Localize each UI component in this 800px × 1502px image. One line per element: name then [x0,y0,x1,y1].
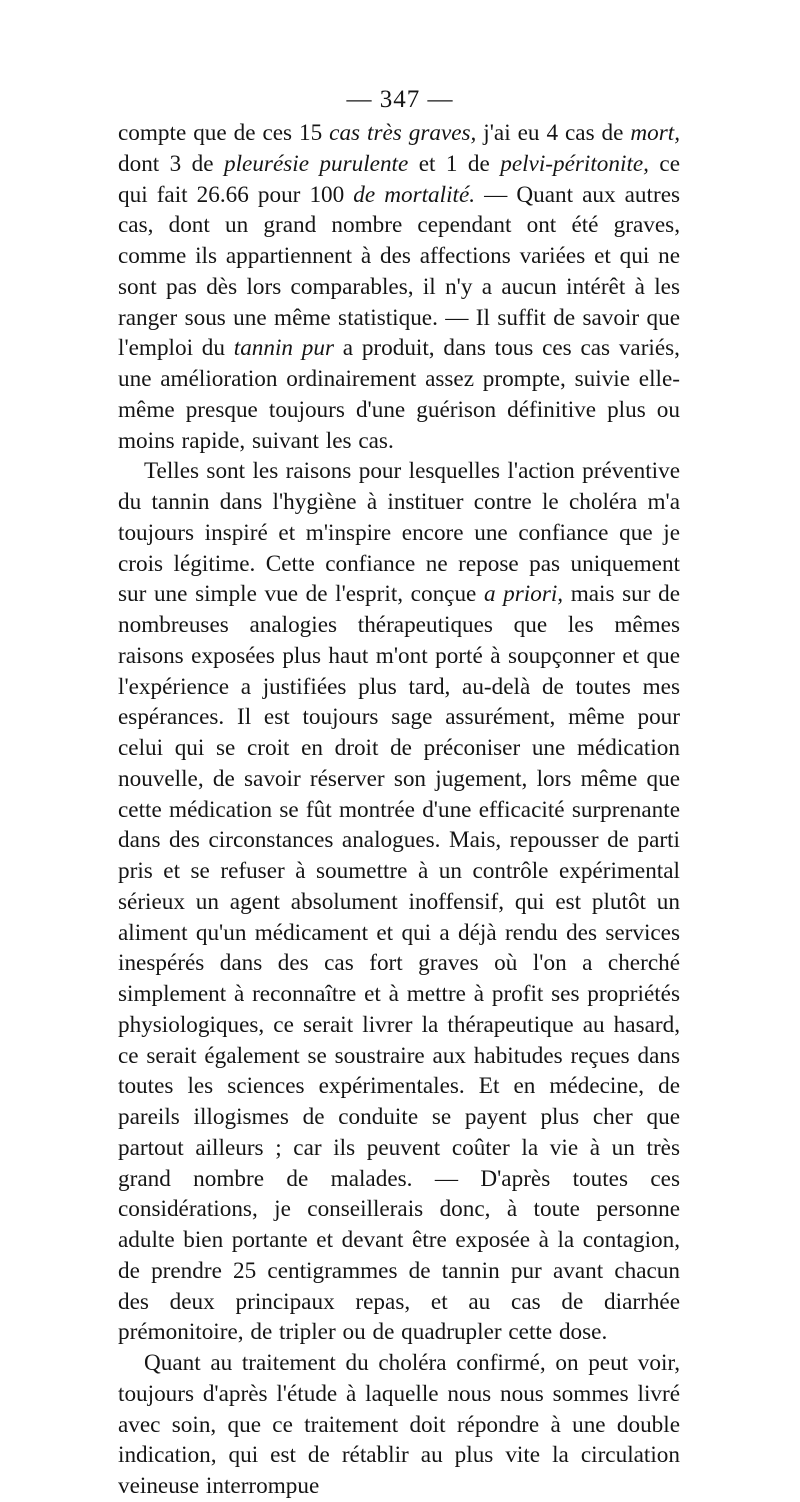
emphasis: mort, [630,120,680,146]
paragraph-2 [118,456,680,1348]
text-run: compte que de ces 15 [118,120,330,146]
text-run: j'ai eu 4 cas de [476,120,631,146]
emphasis: tannin pur [233,335,334,362]
text-run: Quant au traitement du choléra confirmé, on peut voir, toujours d'après l'étude à laquelle nous nous sommes livré avec soin, que ce traitement doit répondre à une double indication, qui est de rétablir au plus vite la circulation veineuse interrompue [118,1350,680,1499]
text-run: — Quant aux autres cas, dont un grand nombre cependant ont été graves, comme ils appartiennent à des affections variées et qui ne sont pas dès lors comparables, il n'y a aucun intérêt à les ranger sous une même statistique. — Il suffit de savoir que l'emploi du [118,181,681,362]
text-run: ce qui fait 26.66 pour 100 [118,150,680,208]
emphasis: cas très graves, [329,120,477,146]
text-run: et 1 de [408,150,501,177]
emphasis: a priori, [483,581,564,608]
paragraph-1 [118,118,680,456]
paragraph-3 [118,1348,680,1502]
text-run: dont 3 de [118,150,224,177]
emphasis: pleurésie purulente [224,150,409,177]
text-run: a produit, dans tous ces cas variés, une amélioration ordinairement assez prompte, suivie elle-même presque toujours d'une guérison définitive plus ou moins rapide, suivant les cas. [118,335,680,454]
body-text [118,118,680,1502]
emphasis: de mortalité. [353,181,476,208]
text-run: Telles sont les raisons pour lesquelles l'action préventive du tannin dans l'hygiène à instituer contre le choléra m'a toujours inspiré et m'inspire encore une confiance que je crois légitime. Cette confiance ne repose pas uniquement sur une simple vue de l'esprit, conçue [118,458,680,608]
text-run: mais sur de nombreuses analogies thérapeutiques que les mêmes raisons exposées plus haut m'ont porté à soupçonner et que l'expérience a justifiées plus tard, au-delà de toutes mes espérances. Il est toujours sage assurément, même pour celui qui se croit en droit de préconiser une médication nouvelle, de savoir réserver son jugement, lors même que cette médication se fût montrée d'une efficacité surprenante dans des circonstances analogues. Mais, repousser de parti pris et se refuser à soumettre à un contrôle expérimental sérieux un agent absolument inoffensif, qui est plutôt un aliment qu'un médicament et qui a déjà rendu des services inespérés dans des cas fort graves où l'on a cherché simplement à reconnaître et à mettre à profit ses propriétés physiologiques, ce serait livrer la thérapeutique au hasard, ce serait également se soustraire aux habitudes reçues dans toutes les sciences expérimentales. Et en médecine, de pareils illogismes de conduite se payent plus cher que partout ailleurs ; car ils peuvent coûter la vie à un très grand nombre de malades. — D'après toutes ces considérations, je conseillerais donc, à toute personne adulte bien portante et devant être exposée à la contagion, de prendre 25 centigrammes de tannin pur avant chacun des deux principaux repas, et au cas de diarrhée prémonitoire, de tripler ou de quadrupler cette dose. [118,581,680,1346]
emphasis: pelvi-péritonite, [500,150,649,177]
page-number: — 347 — [346,86,454,113]
